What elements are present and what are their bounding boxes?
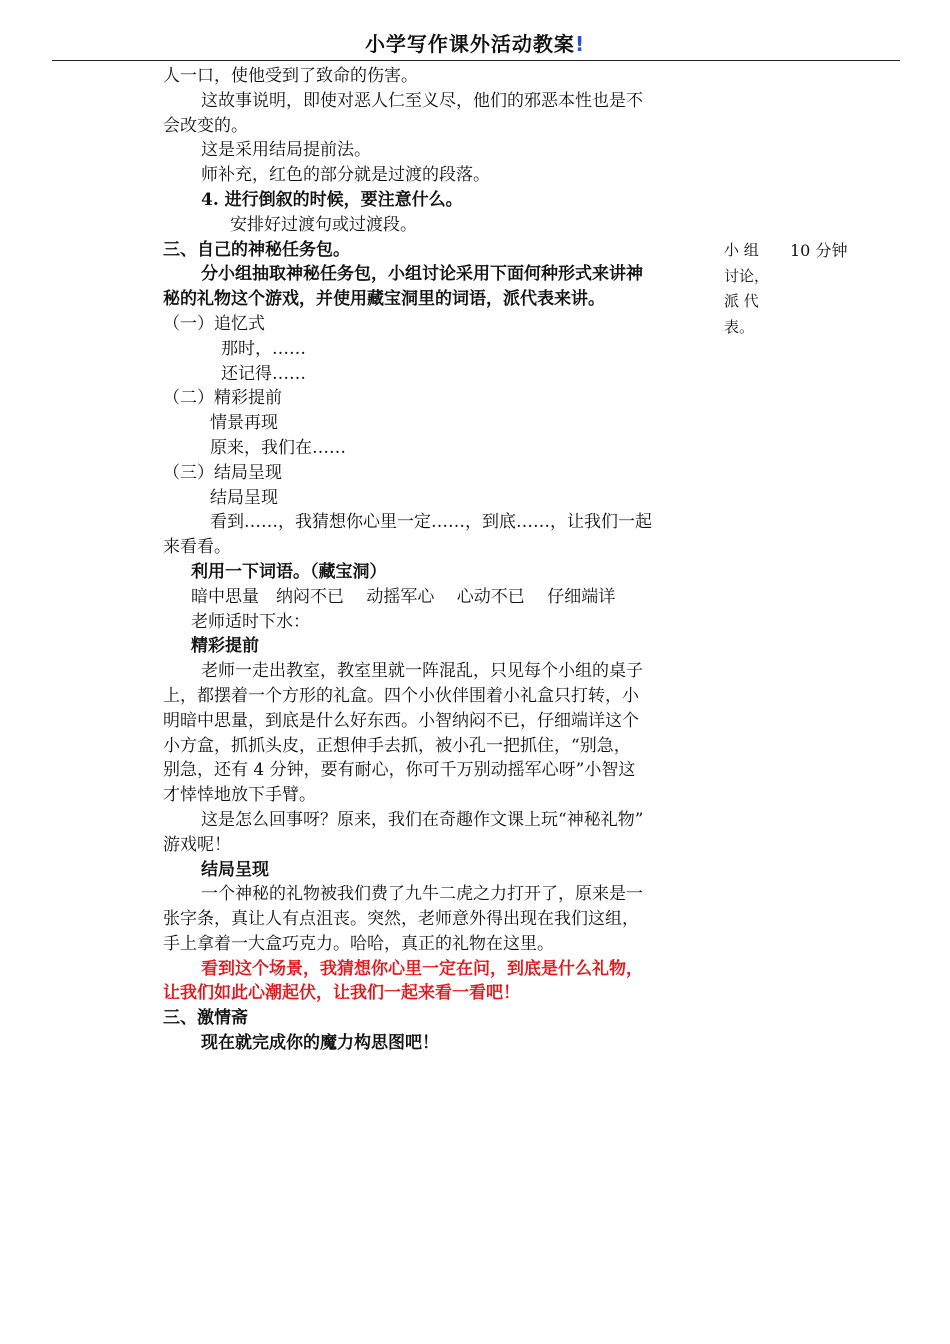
activity-note-line: 派 代 [724, 292, 759, 310]
header-exclamation: ! [574, 32, 586, 56]
page-header [0, 28, 950, 57]
vocab-list: 暗中思量 纳闷不已 动摇军心 心动不已 仔细端详 [191, 586, 616, 607]
vocab-heading: 利用一下词语。（藏宝洞） [191, 561, 387, 582]
body-line: 看到……，我猜想你心里一定……，到底……，让我们一起 [210, 512, 652, 533]
body-line: 那时，…… [221, 338, 306, 359]
section-heading: 三、激情斋 [163, 1008, 248, 1029]
form-heading: （二）精彩提前 [163, 388, 282, 409]
task-instruction: 分小组抽取神秘任务包，小组讨论采用下面何种形式来讲神 [201, 264, 643, 285]
body-line: 游戏呢！ [163, 834, 231, 855]
body-line: 原来，我们在…… [210, 437, 346, 458]
form-heading: （一）追忆式 [163, 313, 265, 334]
closing-instruction: 现在就完成你的魔力构思图吧！ [201, 1033, 439, 1054]
body-line: 人一口，使他受到了致命的伤害。 [163, 66, 418, 86]
question-heading: 4. 进行倒叙的时候，要注意什么。 [201, 189, 463, 210]
task-instruction: 秘的礼物这个游戏，并使用藏宝洞里的词语，派代表来讲。 [163, 289, 605, 310]
time-allotment: 10 分钟 [790, 241, 848, 260]
body-line: 师补充，红色的部分就是过渡的段落。 [201, 165, 490, 186]
body-line: 张字条，真让人有点沮丧。突然，老师意外得出现在我们这组， [163, 909, 639, 930]
body-line: 来看看。 [163, 537, 231, 558]
header-rule [52, 60, 900, 61]
body-line: 才悻悻地放下手臂。 [163, 785, 316, 806]
body-line: 这是怎么回事呀？原来，我们在奇趣作文课上玩“神秘礼物” [201, 809, 644, 830]
body-line: 小方盒，抓抓头皮，正想伸手去抓，被小孔一把抓住，“别急， [163, 735, 631, 756]
activity-note-line: 讨论， [724, 266, 770, 285]
body-line: 一个神秘的礼物被我们费了九牛二虎之力打开了，原来是一 [201, 884, 643, 905]
header-title: 小学写作课外活动教案 [364, 32, 575, 56]
activity-note [724, 238, 784, 340]
body-line: 明暗中思量，到底是什么好东西。小智纳闷不已，仔细端详这个 [163, 710, 639, 731]
section-heading: 三、自己的神秘任务包。 [163, 239, 350, 260]
body-line: 会改变的。 [163, 115, 248, 136]
body-line: 上，都摆着一个方形的礼盒。四个小伙伴围着小礼盒只打转，小 [163, 685, 639, 706]
example-heading: 结局呈现 [201, 859, 269, 880]
body-line: 这是采用结局提前法。 [201, 140, 371, 161]
lesson-body [163, 64, 711, 1056]
body-line: 结局呈现 [210, 487, 278, 508]
body-line: 还记得…… [221, 363, 306, 384]
body-line: 手上拿着一大盒巧克力。哈哈，真正的礼物在这里。 [163, 933, 554, 954]
highlight-line: 让我们如此心潮起伏，让我们一起来看一看吧！ [163, 983, 520, 1004]
body-line: 老师适时下水： [191, 611, 310, 632]
body-line: 老师一走出教室，教室里就一阵混乱，只见每个小组的桌子 [201, 661, 643, 682]
body-line: 情景再现 [210, 413, 278, 434]
highlight-line: 看到这个场景，我猜想你心里一定在问，到底是什么礼物， [201, 958, 643, 979]
example-heading: 精彩提前 [191, 636, 259, 657]
activity-note-line: 小 组 [724, 241, 759, 259]
body-line: 别急，还有 4 分钟，要有耐心，你可千万别动摇军心呀”小智这 [163, 760, 636, 781]
form-heading: （三）结局呈现 [163, 462, 282, 483]
body-line: 这故事说明，即使对恶人仁至义尽，他们的邪恶本性也是不 [201, 90, 643, 111]
activity-note-line: 表。 [724, 317, 755, 336]
body-line: 安排好过渡句或过渡段。 [230, 214, 417, 235]
